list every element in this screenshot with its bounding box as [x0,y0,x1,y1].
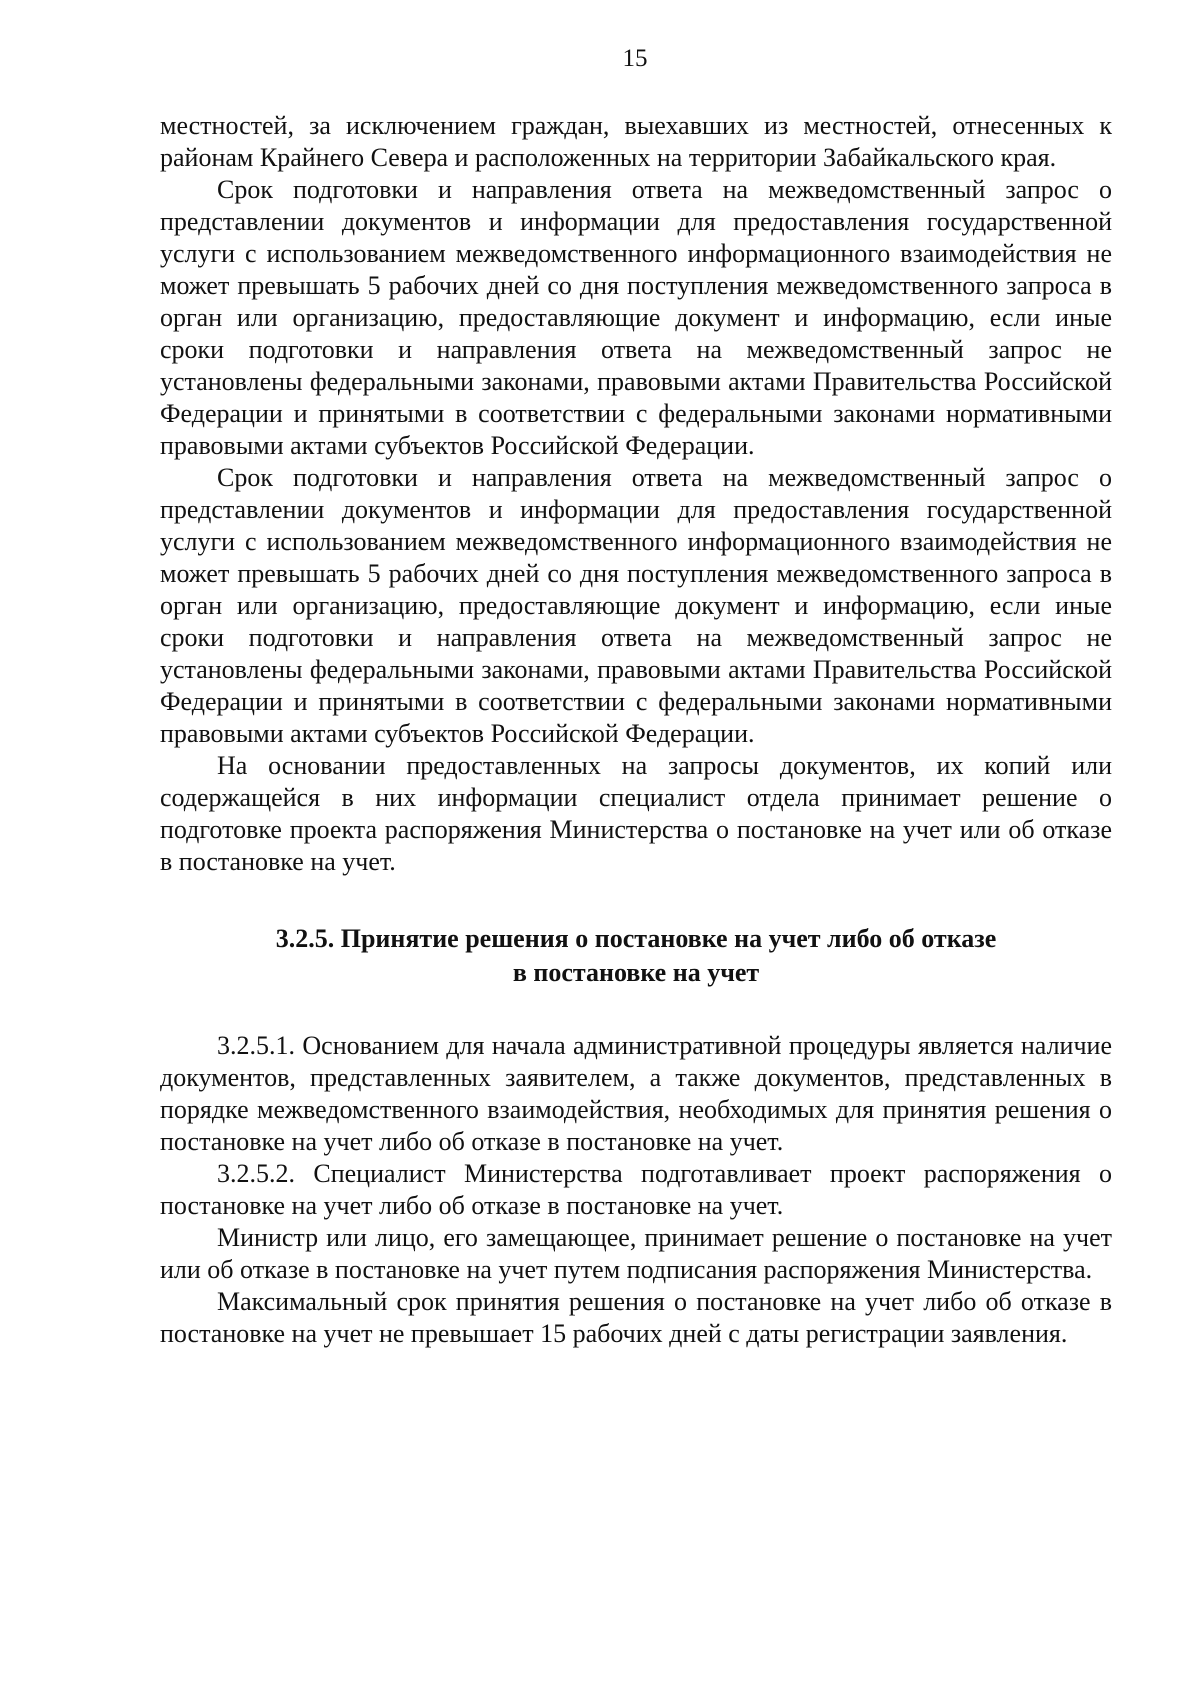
paragraph-minister-decision: Министр или лицо, его замещающее, принимает решение о постановке на учет или об отказе в постановке на учет путем подписания распоряжения Министерства. [160,1223,1112,1284]
page-number: 15 [622,45,648,72]
paragraph-response-deadline-1: Срок подготовки и направления ответа на межведомственный запрос о представлении документов и информации для предоставления государственной услуги с использованием межведомственного информационного взаимодействия не может превышать 5 рабочих дней со дня поступления межведомственного запроса в орган или организацию, предоставляющие документ и информацию, если иные сроки подготовки и направления ответа на межведомственный запрос не установлены федеральными законами, правовыми актами Правительства Российской Федерации и принятыми в соответствии с федеральными законами нормативными правовыми актами субъектов Российской Федерации. [160,175,1112,460]
section-heading [160,922,1112,990]
paragraph-decision-basis: На основании предоставленных на запросы документов, их копий или содержащейся в них информации специалист отдела принимает решение о подготовке проекта распоряжения Министерства о постановке на учет или об отказе в постановке на учет. [160,751,1112,876]
document-body [160,110,1112,1350]
paragraph-max-term: Максимальный срок принятия решения о постановке на учет либо об отказе в постановке на учет не превышает 15 рабочих дней с даты регистрации заявления. [160,1287,1112,1348]
paragraph-response-deadline-2: Срок подготовки и направления ответа на межведомственный запрос о представлении документов и информации для предоставления государственной услуги с использованием межведомственного информационного взаимодействия не может превышать 5 рабочих дней со дня поступления межведомственного запроса в орган или организацию, предоставляющие документ и информацию, если иные сроки подготовки и направления ответа на межведомственный запрос не установлены федеральными законами, правовыми актами Правительства Российской Федерации и принятыми в соответствии с федеральными законами нормативными правовыми актами субъектов Российской Федерации. [160,463,1112,748]
paragraph-3-2-5-2: 3.2.5.2. Специалист Министерства подготавливает проект распоряжения о постановке на учет либо об отказе в постановке на учет. [160,1159,1112,1220]
section-heading-line-1: 3.2.5. Принятие решения о постановке на учет либо об отказе [275,924,997,953]
paragraph-3-2-5-1: 3.2.5.1. Основанием для начала административной процедуры является наличие документов, представленных заявителем, а также документов, представленных в порядке межведомственного взаимодействия, необходимых для принятия решения о постановке на учет либо об отказе в постановке на учет. [160,1031,1112,1156]
section-heading-line-2: в постановке на учет [512,958,760,987]
paragraph-continuation: местностей, за исключением граждан, выехавших из местностей, отнесенных к районам Крайнего Севера и расположенных на территории Забайкальского края. [160,111,1112,172]
